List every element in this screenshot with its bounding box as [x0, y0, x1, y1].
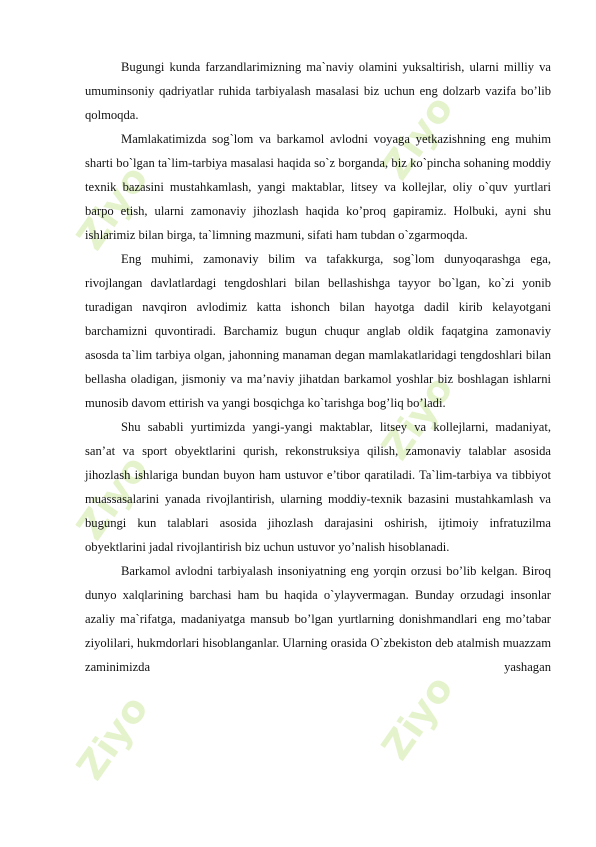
- svg-text:Ziyo: Ziyo: [68, 447, 157, 548]
- svg-text:Ziyo: Ziyo: [373, 367, 462, 468]
- document-page: [85, 55, 551, 679]
- svg-text:Ziyo: Ziyo: [68, 687, 157, 788]
- paragraph: Eng muhimi, zamonaviy bilim va tafakkurga, sog`lom dunyoqarashga ega, rivojlangan davlatlardagi tengdoshlari bilan bellashishga tayyor bo`lgan, ko`zi yonib turadigan navqiron avlodimiz katta ishonch bilan hayotga dadil kirib kelayotgani barchamizni quvontiradi. Barchamiz bugun chuqur anglab oldik faqatgina zamonaviy asosda ta`lim tarbiya olgan, jahonning manaman degan mamlakatlaridagi tengdoshlari bilan bellasha oladigan, jismoniy va ma’naviy jihatdan barkamol yoshlar biz boshlagan ishlarni munosib davom ettirish va yangi bosqichga ko`tarishga bog’liq bo’ladi.: [85, 252, 551, 410]
- svg-text:Ziyo: Ziyo: [373, 87, 462, 188]
- paragraph: Mamlakatimizda sog`lom va barkamol avlodni voyaga yetkazishning eng muhim sharti bo`lgan ta`lim-tarbiya masalasi haqida so`z borganda, biz ko`pincha sohaning moddiy texnik bazasini mustahkamlash, yangi maktablar, litsey va kollejlar, oliy o`quv yurtlari barpo etish, ularni zamonaviy jihozlash haqida ko’proq gapiramiz. Holbuki, ayni shu ishlarimiz bilan birga, ta`limning mazmuni, sifati ham tubdan o`zgarmoqda.: [85, 132, 551, 242]
- paragraph: Shu sababli yurtimizda yangi-yangi maktablar, litsey va kollejlarni, madaniyat, san’at va sport obyektlarini qurish, rekonstruksiya qilish, zamonaviy talablar asosida jihozlash ishlariga bundan buyon ham ustuvor e’tibor qaratiladi. Ta`lim-tarbiya va tibbiyot muassasalarini yanada rivojlantirish, ularning moddiy-texnik bazasini mustahkamlash va bugungi kun talablari asosida jihozlash darajasini oshirish, ijtimoiy infratuzilma obyektlarini jadal rivojlantirish biz uchun ustuvor yo’nalish hisoblanadi.: [85, 420, 551, 554]
- paragraph: Bugungi kunda farzandlarimizning ma`naviy olamini yuksaltirish, ularni milliy va umuminsoniy qadriyatlar ruhida tarbiyalash masalasi biz uchun eng dolzarb vazifa bo’lib qolmoqda.: [85, 60, 551, 122]
- svg-text:Ziyo: Ziyo: [68, 157, 157, 258]
- paragraph: Barkamol avlodni tarbiyalash insoniyatning eng yorqin orzusi bo’lib kelgan. Biroq dunyo xalqlarining barchasi ham bu haqida o`ylayvermagan. Bunday orzudagi insonlar azaliy ma`rifatga, madaniyatga mansub bo’lgan yurtlarning donishmandlari eng mo’tabar ziyolilari, hukmdorlari hisoblanganlar. Ularning orasida O`zbekiston deb atalmish muazzam zaminimizda yashagan: [85, 564, 551, 674]
- svg-text:Ziyo: Ziyo: [373, 667, 462, 768]
